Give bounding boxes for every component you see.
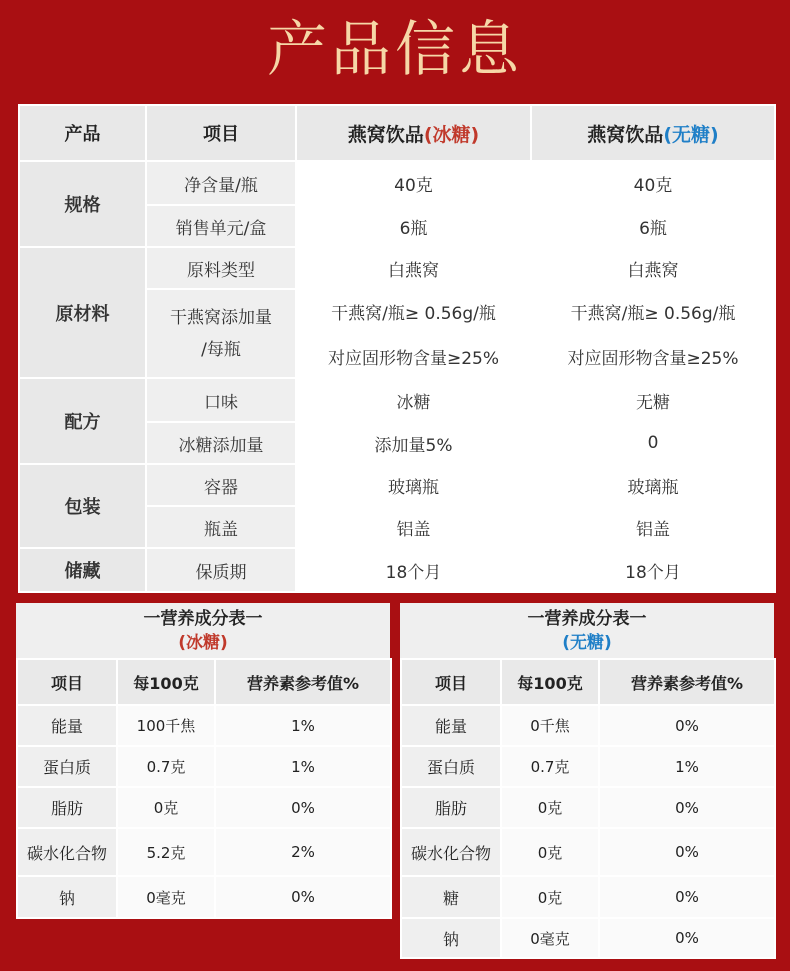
product-2-name: 燕窝饮品 (587, 123, 664, 146)
nutrient-name: 脂肪 (401, 787, 501, 828)
table-row (401, 705, 775, 746)
row-label-container: 容器 (146, 464, 296, 506)
nutrient-name: 糖 (401, 876, 501, 918)
nutrient-nrv: 0% (215, 876, 391, 918)
taste-value-1: 冰糖 (296, 378, 531, 422)
nutrition-1-title: 一营养成分表一 (143, 609, 263, 629)
table-row (401, 876, 775, 918)
nutrition-1-col-item: 项目 (17, 659, 117, 705)
unit-value-2: 6瓶 (531, 205, 775, 247)
table-row (17, 787, 391, 828)
nutrition-1-header (16, 603, 390, 658)
nutrition-panel-1 (16, 603, 390, 919)
group-spec: 规格 (19, 161, 146, 247)
nutrient-nrv: 1% (215, 705, 391, 746)
container-value-1: 玻璃瓶 (296, 464, 531, 506)
net-value-1: 40克 (296, 161, 531, 205)
nutrient-name: 蛋白质 (17, 746, 117, 787)
nutrient-name: 能量 (17, 705, 117, 746)
row-label-sugar: 冰糖添加量 (146, 422, 296, 464)
row-label-dry-line1: 干燕窝添加量 (170, 307, 272, 328)
nutrient-nrv: 0% (599, 876, 775, 918)
nutrition-1-col-per100: 每100克 (117, 659, 215, 705)
table-row (401, 787, 775, 828)
nutrient-name: 钠 (17, 876, 117, 918)
product-1-name: 燕窝饮品 (347, 123, 424, 146)
nutrient-nrv: 2% (215, 828, 391, 876)
sugar-value-2: 0 (531, 422, 775, 464)
table-row (401, 746, 775, 787)
header-product: 产品 (19, 105, 146, 161)
nutrient-per100: 100千焦 (117, 705, 215, 746)
nutrient-name: 能量 (401, 705, 501, 746)
nutrition-1-subtitle: (冰糖) (178, 633, 228, 653)
table-row (17, 705, 391, 746)
product-2-variant: (无糖) (663, 123, 719, 146)
row-label-shelf: 保质期 (146, 548, 296, 592)
type-value-2: 白燕窝 (531, 247, 775, 289)
nutrition-2-header (400, 603, 774, 658)
header-product-1 (296, 105, 531, 161)
page-title: 产品信息 (267, 15, 523, 85)
nutrient-name: 蛋白质 (401, 746, 501, 787)
group-storage: 储藏 (19, 548, 146, 592)
type-value-1: 白燕窝 (296, 247, 531, 289)
dry-value-2: 干燕窝/瓶≥ 0.56g/瓶 (531, 289, 775, 334)
nutrition-panel-2 (400, 603, 774, 959)
nutrient-per100: 0克 (501, 876, 599, 918)
nutrient-per100: 0克 (501, 787, 599, 828)
product-info-table (18, 104, 776, 593)
table-row (17, 828, 391, 876)
nutrient-per100: 0克 (501, 828, 599, 876)
nutrition-2-col-per100: 每100克 (501, 659, 599, 705)
nutrition-1-table (16, 658, 392, 919)
nutrient-per100: 0.7克 (501, 746, 599, 787)
header-item: 项目 (146, 105, 296, 161)
table-row (401, 828, 775, 876)
row-label-unit: 销售单元/盒 (146, 205, 296, 247)
nutrient-nrv: 1% (215, 746, 391, 787)
shelf-value-1: 18个月 (296, 548, 531, 592)
net-value-2: 40克 (531, 161, 775, 205)
nutrient-per100: 5.2克 (117, 828, 215, 876)
unit-value-1: 6瓶 (296, 205, 531, 247)
nutrient-name: 碳水化合物 (17, 828, 117, 876)
solid-value-1: 对应固形物含量≥25% (296, 334, 531, 378)
container-value-2: 玻璃瓶 (531, 464, 775, 506)
header-product-2 (531, 105, 775, 161)
nutrient-name: 脂肪 (17, 787, 117, 828)
nutrient-nrv: 1% (599, 746, 775, 787)
nutrient-nrv: 0% (599, 705, 775, 746)
table-row (17, 876, 391, 918)
nutrition-1-col-nrv: 营养素参考值% (215, 659, 391, 705)
cap-value-2: 铝盖 (531, 506, 775, 548)
nutrition-2-subtitle: (无糖) (562, 633, 612, 653)
nutrient-name: 钠 (401, 918, 501, 958)
nutrient-per100: 0毫克 (117, 876, 215, 918)
row-label-dry (146, 289, 296, 378)
row-label-dry-line2: /每瓶 (201, 339, 241, 360)
cap-value-1: 铝盖 (296, 506, 531, 548)
table-row (17, 746, 391, 787)
nutrient-nrv: 0% (215, 787, 391, 828)
shelf-value-2: 18个月 (531, 548, 775, 592)
product-1-variant: (冰糖) (423, 123, 480, 146)
group-material: 原材料 (19, 247, 146, 378)
nutrition-2-title: 一营养成分表一 (527, 609, 647, 629)
nutrient-nrv: 0% (599, 918, 775, 958)
group-formula: 配方 (19, 378, 146, 464)
nutrient-name: 碳水化合物 (401, 828, 501, 876)
row-label-type: 原料类型 (146, 247, 296, 289)
nutrition-2-col-nrv: 营养素参考值% (599, 659, 775, 705)
solid-value-2: 对应固形物含量≥25% (531, 334, 775, 378)
nutrition-2-table (400, 658, 776, 959)
taste-value-2: 无糖 (531, 378, 775, 422)
dry-value-1: 干燕窝/瓶≥ 0.56g/瓶 (296, 289, 531, 334)
group-package: 包装 (19, 464, 146, 548)
row-label-net: 净含量/瓶 (146, 161, 296, 205)
nutrient-nrv: 0% (599, 787, 775, 828)
nutrient-per100: 0千焦 (501, 705, 599, 746)
row-label-taste: 口味 (146, 378, 296, 422)
sugar-value-1: 添加量5% (296, 422, 531, 464)
nutrient-nrv: 0% (599, 828, 775, 876)
nutrient-per100: 0克 (117, 787, 215, 828)
nutrition-2-col-item: 项目 (401, 659, 501, 705)
row-label-cap: 瓶盖 (146, 506, 296, 548)
nutrient-per100: 0.7克 (117, 746, 215, 787)
table-row (401, 918, 775, 958)
nutrient-per100: 0毫克 (501, 918, 599, 958)
